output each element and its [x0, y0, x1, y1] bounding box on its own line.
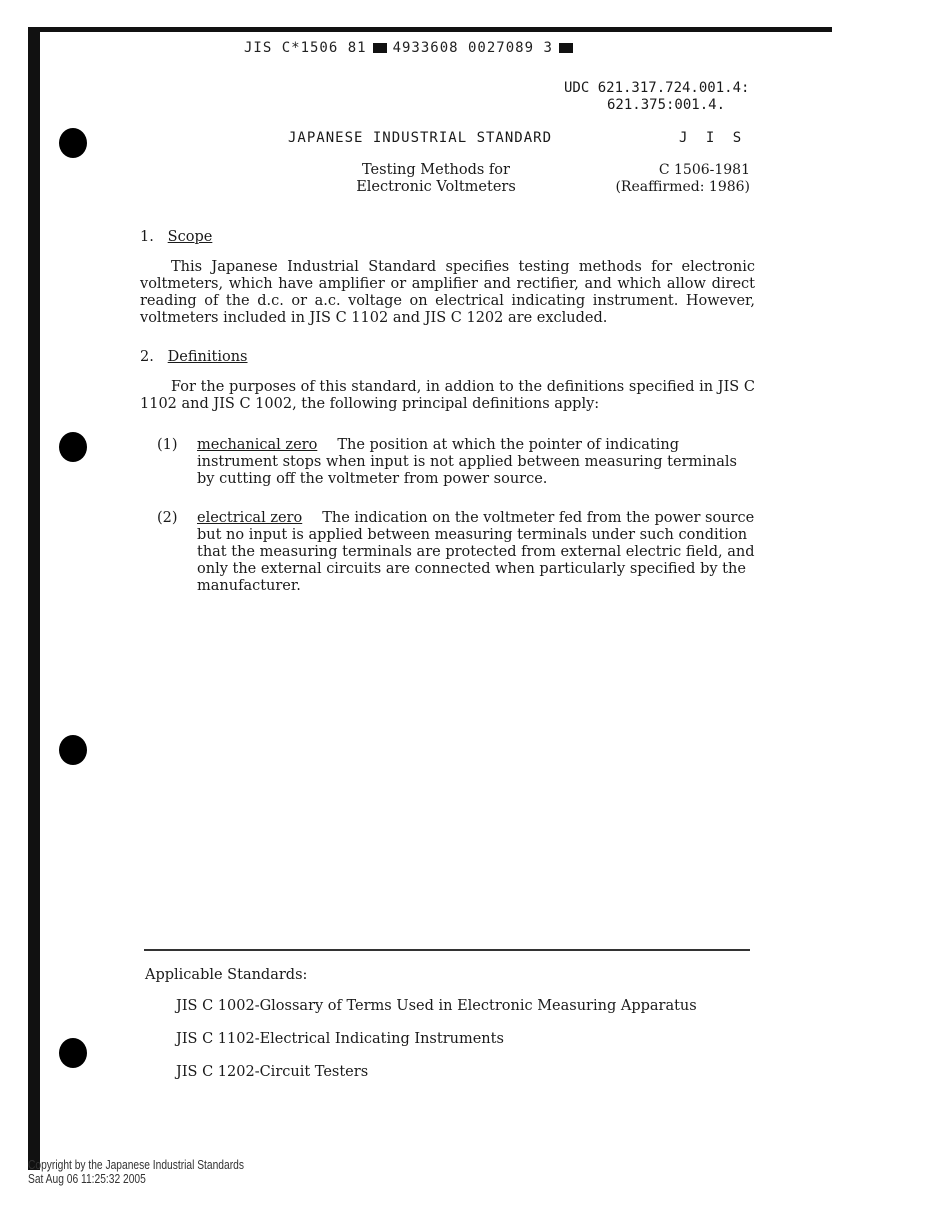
scan-code-a: JIS C*1506 81 [244, 40, 367, 56]
standard-number: C 1506-1981 [658, 162, 750, 178]
reaffirmed-date: (Reaffirmed: 1986) [615, 179, 750, 195]
copyright-stamp [28, 1158, 244, 1186]
definition-term: electrical zero [197, 510, 303, 526]
definition-text: The position at which the pointer of indicating instrument stops when input is not applied between measuring terminals by cutting off the voltmeter from power source. [197, 437, 737, 487]
udc-line-2: 621.375:001.4. [607, 97, 726, 113]
applicable-standard-item: JIS C 1102-Electrical Indicating Instruments [176, 1031, 504, 1047]
scan-code-b: 4933608 0027089 3 [392, 40, 553, 56]
scan-code-line [244, 40, 579, 56]
udc-classification [564, 80, 749, 114]
standard-name: JAPANESE INDUSTRIAL STANDARD [288, 130, 553, 146]
scan-left-edge [28, 27, 40, 1170]
section-1-heading [140, 229, 212, 245]
punch-hole [59, 735, 87, 765]
scan-block-mark [373, 43, 387, 53]
section-1-number: 1. [140, 229, 154, 245]
section-2-heading [140, 349, 248, 365]
section-1-body: This Japanese Industrial Standard specifies testing methods for electronic voltmeters, which have amplifier or amplifier and rectifier, and which allow direct reading of the d.c. or a.c. voltage on electrical indicating instrument. However, voltmeters included in JIS C 1102 and JIS C 1202 are excluded. [140, 259, 755, 326]
title-line-2: Electronic Voltmeters [356, 179, 516, 195]
definition-number: (1) [157, 437, 178, 453]
udc-line-1: UDC 621.317.724.001.4: [564, 80, 750, 96]
standard-number-block [606, 162, 750, 196]
copyright-line-2: Sat Aug 06 11:25:32 2005 [28, 1172, 146, 1186]
definition-number: (2) [157, 510, 178, 526]
punch-hole [59, 128, 87, 158]
applicable-standards-title: Applicable Standards: [145, 967, 308, 983]
punch-hole [59, 1038, 87, 1068]
applicable-standard-item: JIS C 1202-Circuit Testers [176, 1064, 369, 1080]
section-2-number: 2. [140, 349, 154, 365]
section-2-title: Definitions [167, 349, 248, 365]
definition-text: The indication on the voltmeter fed from the power source but no input is applied between measuring terminals under such condition that the measuring terminals are protected from external electric field, and only the external circuits are connected when particularly specified by the manufacturer. [197, 510, 755, 594]
title-line-1: Testing Methods for [362, 162, 510, 178]
definition-term: mechanical zero [197, 437, 318, 453]
document-title [355, 162, 517, 196]
applicable-standard-item: JIS C 1002-Glossary of Terms Used in Electronic Measuring Apparatus [176, 998, 697, 1014]
jis-tag: J I S [679, 130, 747, 146]
punch-hole [59, 432, 87, 462]
scan-top-edge [28, 27, 832, 32]
definition-item [197, 510, 757, 595]
section-2-intro: For the purposes of this standard, in addion to the definitions specified in JIS C 1102 and JIS C 1002, the following principal definitions apply: [140, 379, 755, 412]
definition-item [197, 437, 757, 488]
scan-block-mark [559, 43, 573, 53]
copyright-line-1: Copyright by the Japanese Industrial Standards [28, 1158, 244, 1172]
footnote-divider [144, 949, 750, 951]
section-1-title: Scope [167, 229, 213, 245]
